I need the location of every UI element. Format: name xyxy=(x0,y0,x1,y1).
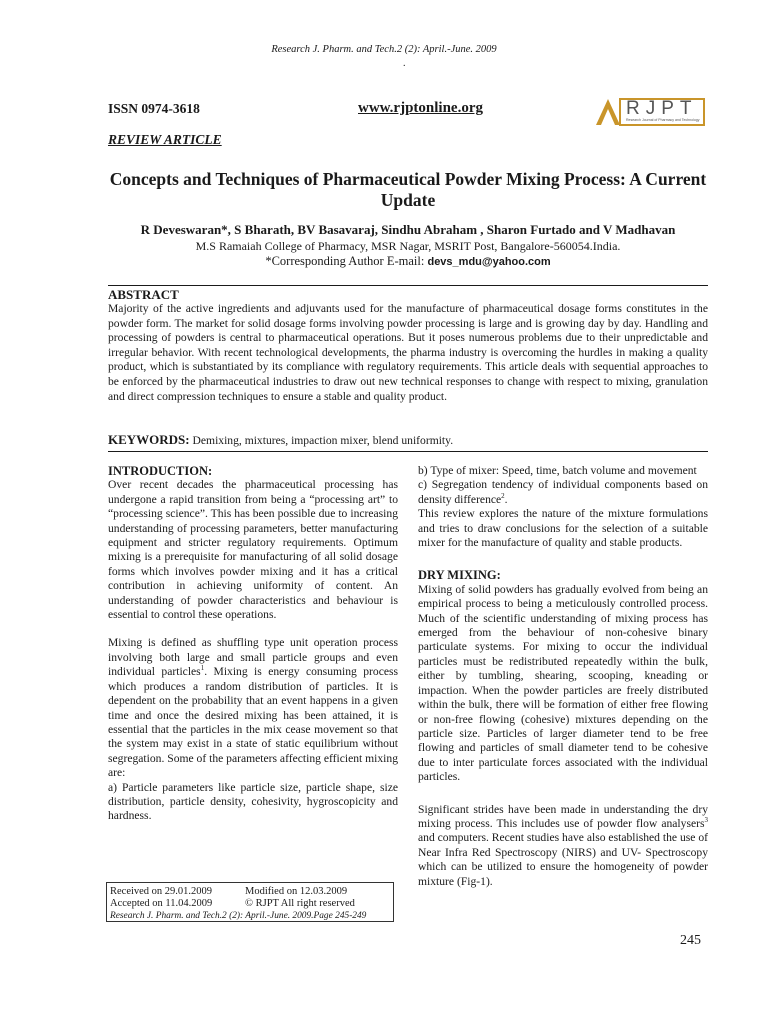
dry-mixing-paragraph-2 xyxy=(418,803,708,889)
authors: R Deveswaran*, S Bharath, BV Basavaraj, Sindhu Abraham , Sharon Furtado and V Madhavan xyxy=(140,222,676,237)
introduction-paragraph-2 xyxy=(108,636,398,780)
corresponding-label: *Corresponding Author E-mail: xyxy=(265,254,425,268)
corresponding-author xyxy=(108,254,708,269)
citation-2: 2 xyxy=(501,491,505,500)
intro-p2-text-cont: . Mixing is energy consuming process which produces a random distribution of particles. It is dependent on the probability that an event happens in a given time and once the desired mixing has been attained, it is essential that the particles in the mix cease movement so that the system may exist in a state of static equilibrium without segregation. Some of the parameters affecting efficient mixing are: xyxy=(108,665,399,780)
dry-mixing-paragraph-1: Mixing of solid powders has gradually evolved from being an empirical process to being a meticulously controlled process. Much of the scientific understanding of mixing process has emerged from the behaviour of non-cohesive binary particulate systems. For mixing to occur the individual particles must be redistributed repeatedly within the bulk, either by tumbling, shearing, scooping, kneading or impaction. When the powder particles are freely distributed within the bulk, there will be formation of either free flowing or non-free flowing (cohesive) mixtures depending on the particle size. Particles of larger diameter tend to be free flowing and particles of small diameter tend to be cohesive due to inter particulate forces associated with the individual particles. xyxy=(418,582,708,784)
abstract-heading: ABSTRACT xyxy=(108,287,179,302)
introduction-paragraph-1: Over recent decades the pharmaceutical processing has undergone a rapid transition from being a “processing art” to “processing science”. This has been possible due to increasing understanding of processing parameters, better manufacturing equipment and stricter regulatory requirements. Optimum mixing is a prerequisite for manufacturing of all solid dosage forms which involves powder mixing and it has a critical contribution in achieving uniformity of content. An understanding of powder characteristics and behaviour is essential to control these operations. xyxy=(108,478,398,622)
abstract-top-rule xyxy=(108,285,708,286)
right-column xyxy=(418,464,708,889)
logo-text: RJPT xyxy=(626,98,698,119)
item-c-end: . xyxy=(504,492,508,506)
item-c-text: c) Segregation tendency of individual components based on density difference xyxy=(418,478,708,506)
citation-3: 3 xyxy=(704,816,708,825)
dry-mixing-heading: DRY MIXING: xyxy=(418,568,501,583)
introduction-heading: INTRODUCTION: xyxy=(108,464,213,478)
left-column xyxy=(108,464,398,824)
abstract-text: Majority of the active ingredients and adjuvants used for the manufacture of pharmaceutical dosage forms constitutes in the powder form. The market for solid dosage forms involving powder processing is large and is growing day by day. Handling and processing of powders is central to pharmaceutical operations. But it poses numerous problems due to their unpredictable and irregular behavior. With recent technological developments, the pharma industry is overcoming the hurdles in making a quality product, which is substantiated by its compliance with regulatory requirements. This article deals with sequential approaches to be enforced by the pharmaceutical industries to draw out new technical responses to change with respect to mixing, granulation and direct compression techniques to ensure a stable and quality product. xyxy=(108,302,708,403)
affiliation: M.S Ramaiah College of Pharmacy, MSR Nagar, MSRIT Post, Bangalore-560054.India. xyxy=(195,239,621,253)
citation-1: 1 xyxy=(200,664,205,673)
citation-line: Research J. Pharm. and Tech.2 (2): April.-June. 2009.Page 245-249 xyxy=(110,911,367,921)
accepted-date: Accepted on 11.04.2009 xyxy=(110,898,213,909)
article-type: REVIEW ARTICLE xyxy=(108,132,222,147)
intro-p2-text: Mixing is defined as shuffling type unit operation process involving both large and small particle groups and even individual particles xyxy=(108,636,398,679)
page-number: 245 xyxy=(680,933,701,948)
modified-date: Modified on 12.03.2009 xyxy=(245,886,348,897)
keywords xyxy=(108,432,708,448)
parameter-item-c xyxy=(418,478,708,507)
keywords-bottom-rule xyxy=(108,451,708,452)
keywords-text: Demixing, mixtures, impaction mixer, blend uniformity. xyxy=(192,434,454,447)
dry-p2-text-cont: and computers. Recent studies have also established the use of Near Infra Red Spectroscopy (NIRS) and UV- Spectroscopy which can be utilized to ensure the homogeneity of powder mixture (Fig-1). xyxy=(418,831,708,888)
keywords-label: KEYWORDS: xyxy=(108,432,190,447)
parameter-item-b: b) Type of mixer: Speed, time, batch volume and movement xyxy=(418,464,697,477)
article-title: Concepts and Techniques of Pharmaceutical Powder Mixing Process: A Current Update xyxy=(109,169,707,210)
introduction-paragraph-3: This review explores the nature of the mixture formulations and tries to draw conclusions for the selection of a suitable mixer for the manufacture of quality and stable products. xyxy=(418,507,708,550)
dry-p2-text: Significant strides have been made in understanding the dry mixing process. This includes use of powder flow analysers xyxy=(418,802,708,830)
parameter-item-a: a) Particle parameters like particle size, particle shape, size distribution, particle density, cohesivity, hygroscopicity and hardness. xyxy=(108,780,398,823)
rjpt-logo xyxy=(594,97,706,127)
stray-dot: . xyxy=(403,58,406,69)
rights-notice: © RJPT All right reserved xyxy=(245,898,355,909)
logo-subtext: Research Journal of Pharmacy and Technology xyxy=(626,118,700,122)
issn: ISSN 0974-3618 xyxy=(108,101,200,116)
corresponding-email[interactable]: devs_mdu@yahoo.com xyxy=(427,256,551,268)
running-head: Research J. Pharm. and Tech.2 (2): April.-June. 2009 xyxy=(271,44,497,55)
journal-website-link[interactable]: www.rjptonline.org xyxy=(358,100,483,116)
received-info-box xyxy=(106,882,394,922)
received-date: Received on 29.01.2009 xyxy=(110,886,213,897)
